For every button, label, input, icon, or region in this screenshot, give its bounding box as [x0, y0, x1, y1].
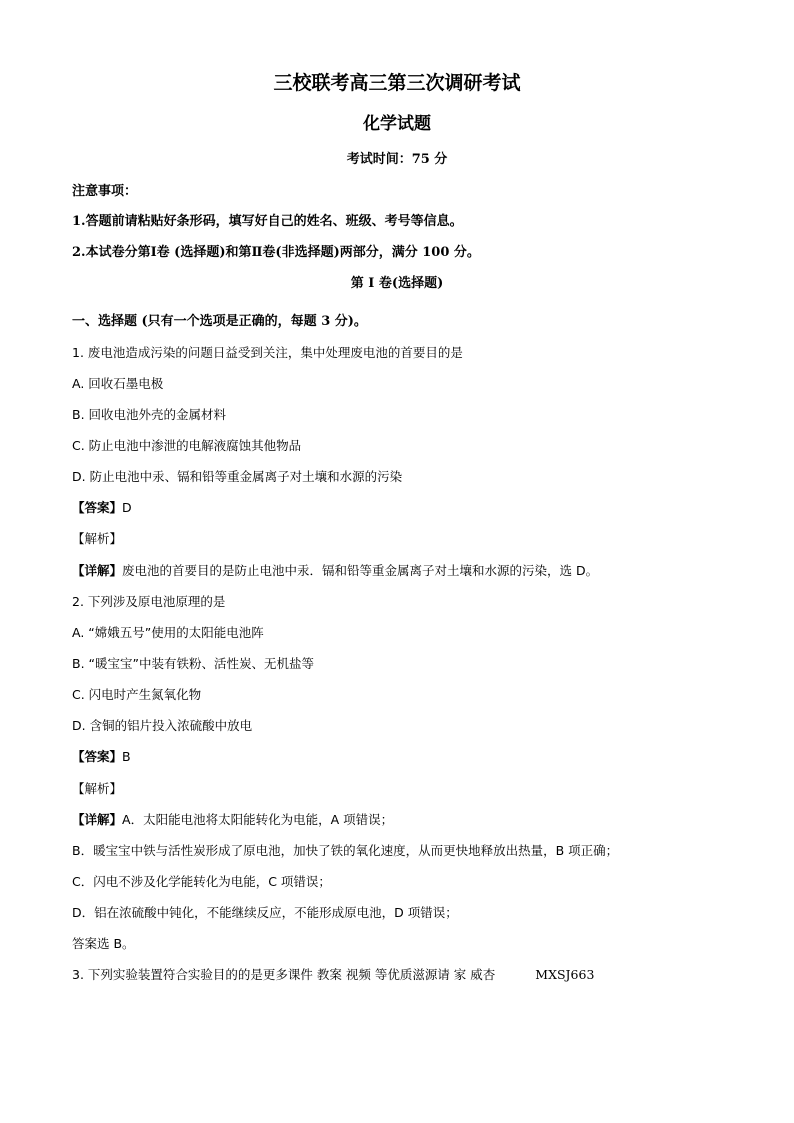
q1-detail-label: 【详解】	[72, 563, 123, 578]
notice-item-2: 2.本试卷分第Ⅰ卷 (选择题)和第Ⅱ卷(非选择题)两部分，满分 100 分。	[72, 245, 480, 260]
q2-analysis-label: 【解析】	[72, 781, 123, 796]
q2-option-a: A. “嫦娥五号”使用的太阳能电池阵	[72, 625, 264, 640]
q2-detail-line-b: B．暖宝宝中铁与活性炭形成了原电池，加快了铁的氧化速度，从而更快地释放出热量，B 项正确；	[72, 843, 619, 858]
q2-detail-text: A．太阳能电池将太阳能转化为电能，A 项错误；	[122, 812, 394, 827]
exam-time: 考试时间：75 分	[346, 152, 448, 167]
q2-option-b: B. “暖宝宝”中装有铁粉、活性炭、无机盐等	[72, 656, 314, 671]
q2-option-c: C. 闪电时产生氮氧化物	[72, 687, 202, 702]
subject-title: 化学试题	[363, 114, 431, 134]
q3-code: MXSJ663	[535, 967, 595, 982]
q2-answer-label: 【答案】	[72, 749, 123, 764]
q3-stem: 3. 下列实验装置符合实验目的的是更多课件 教案 视频 等优质滋源请 家 威杏	[72, 967, 496, 982]
q2-answer-value: B	[122, 749, 131, 764]
q2-option-d: D. 含铜的铝片投入浓硫酸中放电	[72, 718, 253, 733]
q1-answer-value: D	[122, 500, 132, 515]
q2-answer-summary: 答案选 B。	[72, 936, 135, 951]
q1-option-a: A. 回收石墨电极	[72, 376, 164, 391]
section-title: 一、选择题 (只有一个选项是正确的，每题 3 分)。	[72, 314, 367, 329]
q1-answer	[72, 499, 132, 517]
notice-item-1: 1.答题前请粘贴好条形码，填写好自己的姓名、班级、考号等信息。	[72, 214, 463, 229]
q1-detail-text: 废电池的首要目的是防止电池中汞．镉和铅等重金属离子对土壤和水源的污染，选 D。	[122, 563, 599, 578]
notice-heading: 注意事项：	[72, 184, 138, 199]
q1-option-c: C. 防止电池中渗泄的电解液腐蚀其他物品	[72, 438, 302, 453]
q1-analysis-label: 【解析】	[72, 531, 123, 546]
q2-detail-line-c: C．闪电不涉及化学能转化为电能，C 项错误；	[72, 874, 331, 889]
q2-stem: 2. 下列涉及原电池原理的是	[72, 594, 226, 609]
q2-detail-line-d: D．铝在浓硫酸中钝化，不能继续反应，不能形成原电池，D 项错误；	[72, 905, 458, 920]
q1-answer-label: 【答案】	[72, 500, 123, 515]
exam-title: 三校联考高三第三次调研考试	[273, 72, 521, 94]
q1-detail	[72, 562, 598, 580]
q2-detail-label: 【详解】	[72, 812, 123, 827]
volume-title: 第 Ⅰ 卷(选择题)	[350, 276, 444, 291]
q1-option-d: D. 防止电池中汞、镉和铅等重金属离子对土壤和水源的污染	[72, 469, 403, 484]
q3-stem-line	[72, 966, 594, 984]
q2-detail	[72, 811, 393, 829]
q1-option-b: B. 回收电池外壳的金属材料	[72, 407, 227, 422]
q1-stem: 1. 废电池造成污染的问题日益受到关注，集中处理废电池的首要目的是	[72, 345, 463, 360]
q2-answer	[72, 748, 131, 766]
